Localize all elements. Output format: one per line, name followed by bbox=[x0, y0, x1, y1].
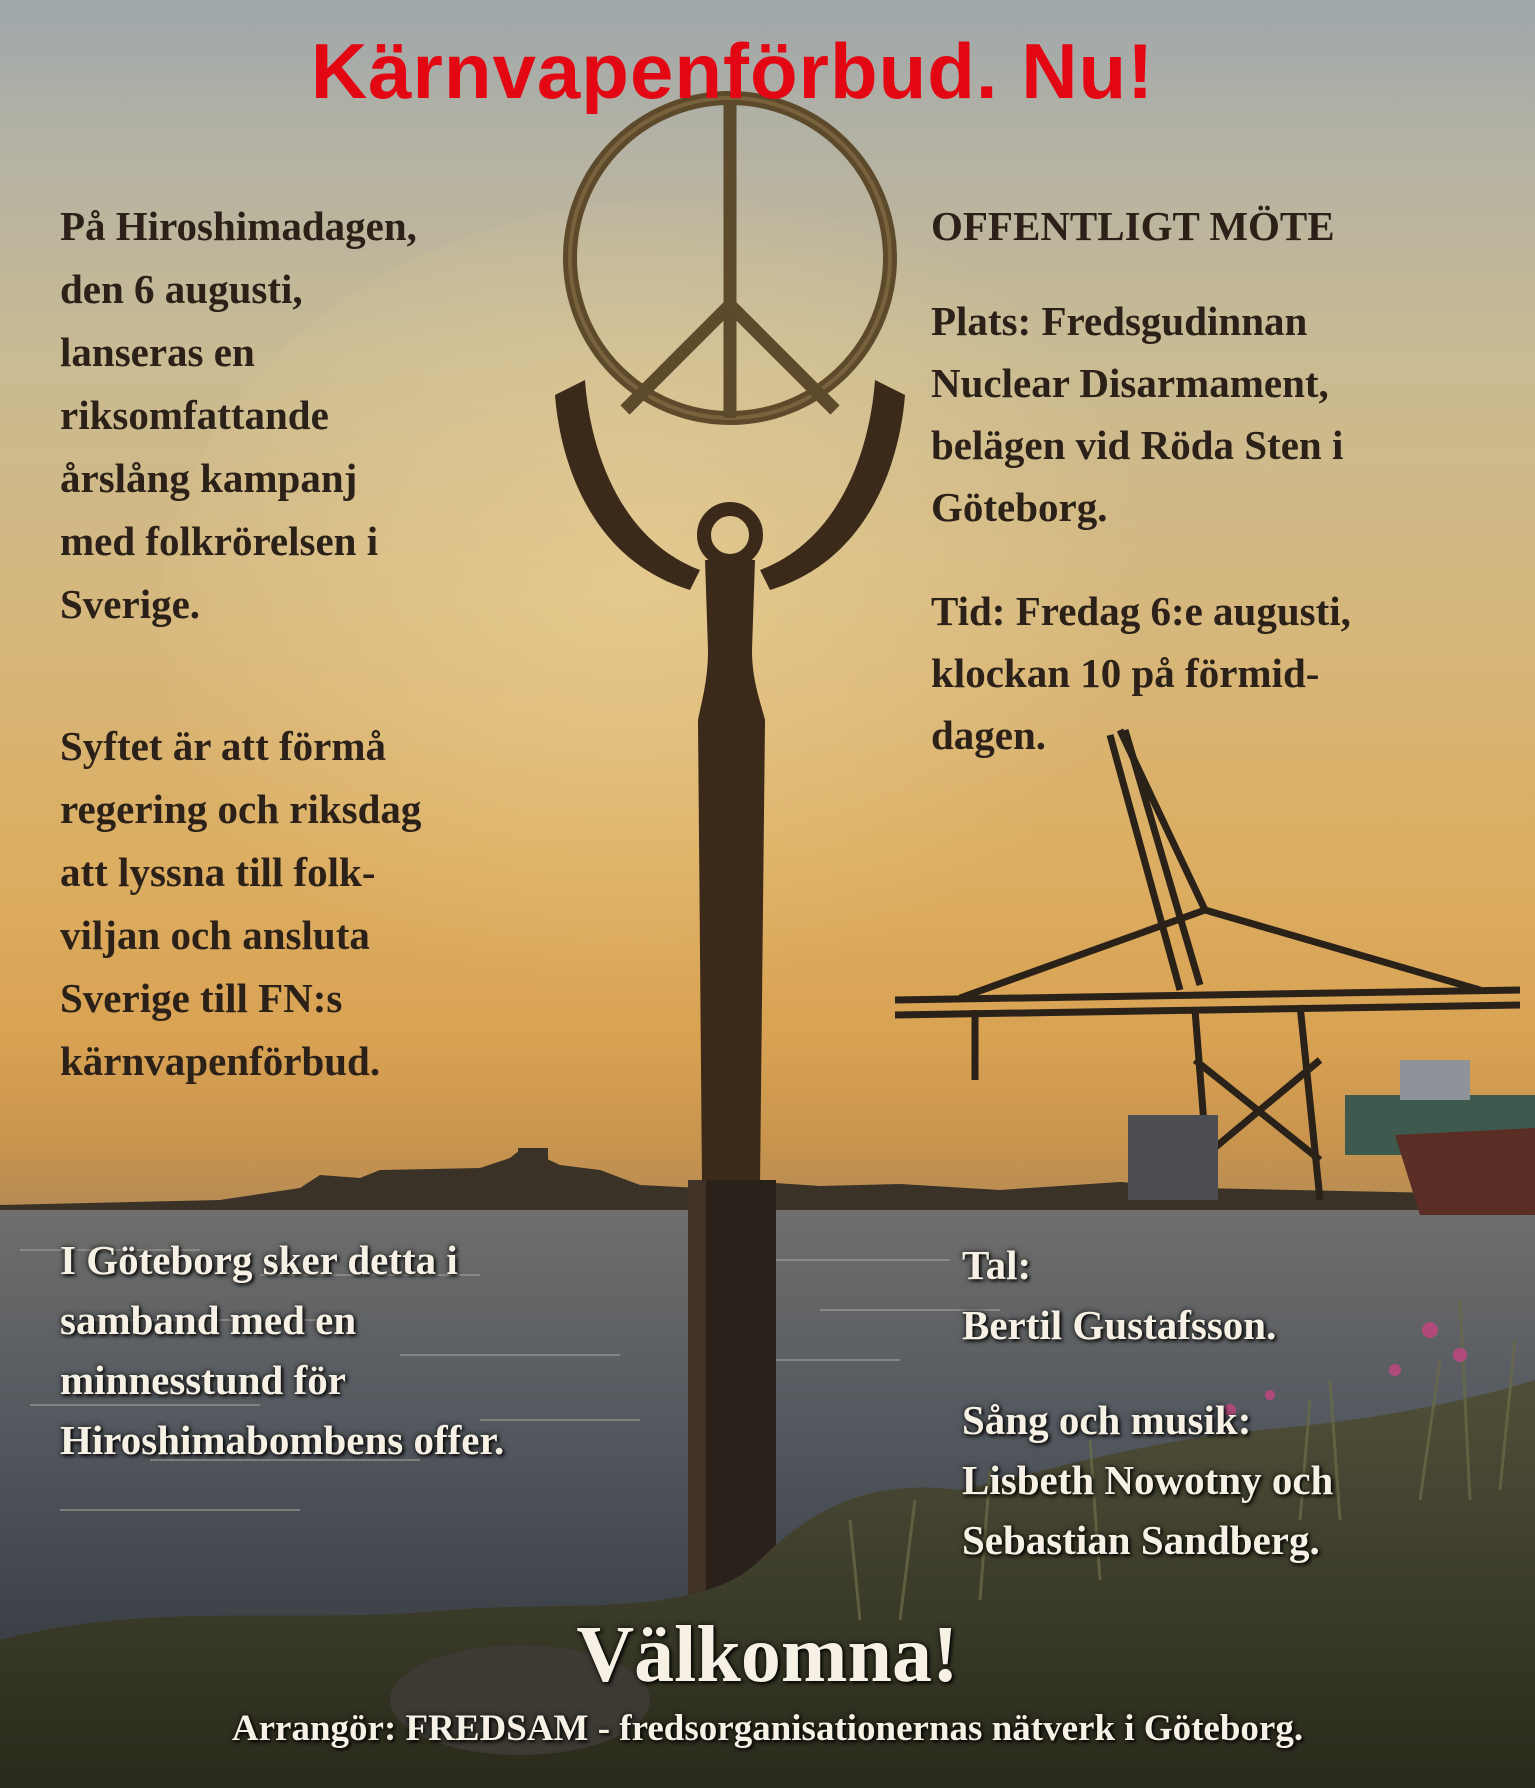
place-line: Göteborg. bbox=[931, 484, 1108, 530]
music-line: Lisbeth Nowotny och bbox=[962, 1457, 1334, 1503]
time-line: klockan 10 på förmid- bbox=[931, 650, 1320, 696]
place-line: belägen vid Röda Sten i bbox=[931, 422, 1344, 468]
poster-title: Kärnvapenförbud. Nu! bbox=[310, 27, 1155, 115]
intro-line: Sverige. bbox=[60, 581, 201, 627]
goteborg-paragraph bbox=[60, 1230, 700, 1470]
welcome-text: Välkomna! bbox=[576, 1611, 959, 1699]
purpose-paragraph bbox=[60, 715, 580, 1093]
goteborg-line: Hiroshimabombens offer. bbox=[60, 1417, 505, 1463]
purpose-line: Syftet är att förmå bbox=[60, 723, 386, 769]
intro-line: den 6 augusti, bbox=[60, 266, 303, 312]
time-paragraph bbox=[931, 580, 1491, 766]
intro-line: lanseras en bbox=[60, 329, 255, 375]
music-paragraph bbox=[962, 1390, 1522, 1570]
speaker-name: Bertil Gustafsson. bbox=[962, 1302, 1277, 1348]
fortress-tower bbox=[518, 1148, 548, 1170]
organizer-text: Arrangör: FREDSAM - fredsorganisationernas nätverk i Göteborg. bbox=[231, 1708, 1304, 1749]
music-line: Sebastian Sandberg. bbox=[962, 1517, 1320, 1563]
time-line: dagen. bbox=[931, 712, 1047, 758]
intro-line: riksomfattande bbox=[60, 392, 329, 438]
intro-line: årslång kampanj bbox=[60, 455, 358, 501]
place-line: Nuclear Disarmament, bbox=[931, 360, 1329, 406]
intro-paragraph bbox=[60, 195, 580, 636]
purpose-line: viljan och ansluta bbox=[60, 912, 370, 958]
purpose-line: Sverige till FN:s bbox=[60, 975, 343, 1021]
speech-label: Tal: bbox=[962, 1242, 1032, 1288]
intro-line: med folkrörelsen i bbox=[60, 518, 379, 564]
purpose-line: regering och riksdag bbox=[60, 786, 422, 832]
music-line: Sång och musik: bbox=[962, 1397, 1252, 1443]
time-line: Tid: Fredag 6:e augusti, bbox=[931, 588, 1351, 634]
goteborg-line: minnesstund för bbox=[60, 1357, 346, 1403]
goteborg-line: I Göteborg sker detta i bbox=[60, 1237, 458, 1283]
place-paragraph bbox=[931, 290, 1491, 538]
purpose-line: kärnvapenförbud. bbox=[60, 1038, 381, 1084]
meeting-heading: OFFENTLIGT MÖTE bbox=[931, 203, 1335, 249]
place-line: Plats: Fredsgudinnan bbox=[931, 298, 1308, 344]
goteborg-line: samband med en bbox=[60, 1297, 357, 1343]
purpose-line: att lyssna till folk- bbox=[60, 849, 376, 895]
intro-line: På Hiroshimadagen, bbox=[60, 203, 417, 249]
